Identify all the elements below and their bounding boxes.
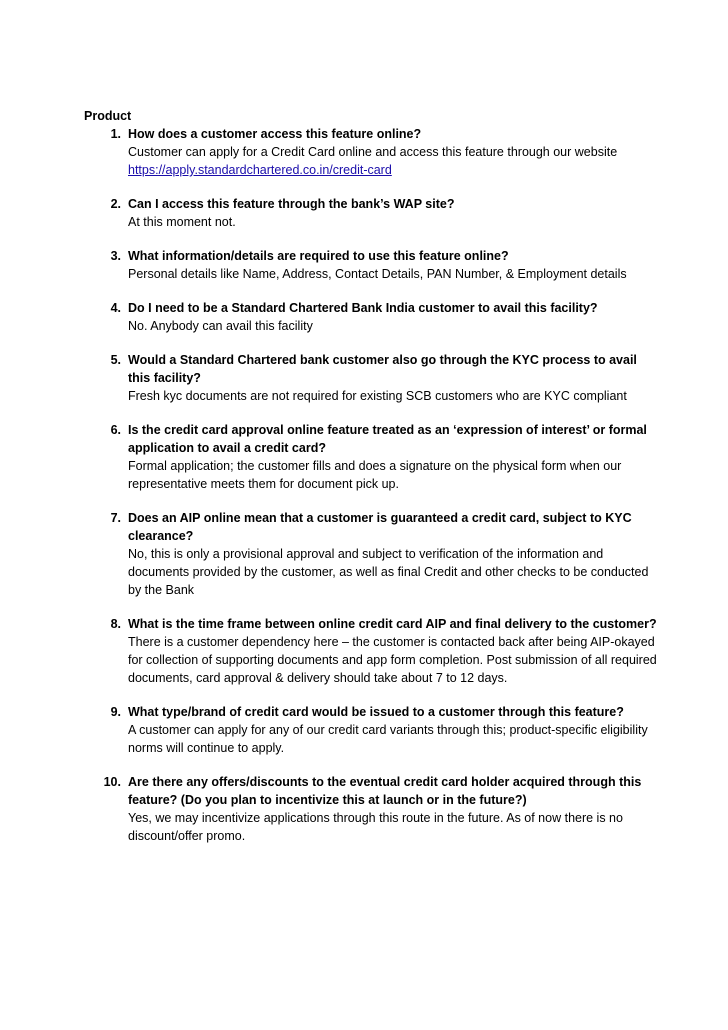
faq-item-6 [84, 421, 658, 493]
faq-answer: Yes, we may incentivize applications through this route in the future. As of now there is no discount/offer promo. [128, 811, 623, 843]
faq-question: Would a Standard Chartered bank customer also go through the KYC process to avail this facility? [128, 353, 637, 385]
section-title: Product [84, 109, 132, 123]
faq-question: Does an AIP online mean that a customer is guaranteed a credit card, subject to KYC clearance? [128, 511, 632, 543]
faq-question: Are there any offers/discounts to the eventual credit card holder acquired through this feature? (Do you plan to incentivize this at launch or in the future?) [128, 775, 642, 807]
faq-item-9 [84, 703, 658, 757]
faq-number: 4. [110, 301, 121, 315]
faq-question: How does a customer access this feature online? [128, 127, 422, 141]
faq-number: 9. [110, 705, 121, 719]
faq-number: 10. [103, 775, 121, 789]
faq-answer: Formal application; the customer fills and does a signature on the physical form when our representative meets them for document pick up. [128, 459, 622, 491]
faq-number: 7. [110, 511, 121, 525]
faq-answer: At this moment not. [128, 215, 236, 229]
faq-number: 6. [110, 423, 121, 437]
faq-item-3 [84, 247, 658, 283]
faq-number: 2. [110, 197, 121, 211]
faq-item-5 [84, 351, 658, 405]
faq-question: Is the credit card approval online feature treated as an ‘expression of interest’ or formal application to avail a credit card? [128, 423, 647, 455]
faq-item-7 [84, 509, 658, 599]
faq-answer: There is a customer dependency here – the customer is contacted back after being AIP-okayed for collection of supporting documents and app form completion. Post submission of all required documents, card approval & delivery should take about 7 to 12 days. [128, 635, 657, 685]
faq-answer: A customer can apply for any of our credit card variants through this; product-specific eligibility norms will continue to apply. [128, 723, 648, 755]
faq-answer: Personal details like Name, Address, Contact Details, PAN Number, & Employment details [128, 267, 627, 281]
faq-question: Can I access this feature through the bank’s WAP site? [128, 197, 455, 211]
faq-item-8 [84, 615, 658, 687]
credit-card-link[interactable]: https://apply.standardchartered.co.in/credit-card [128, 163, 392, 177]
faq-number: 3. [110, 249, 121, 263]
faq-item-1 [84, 125, 658, 179]
faq-item-10 [84, 773, 658, 845]
faq-question: Do I need to be a Standard Chartered Bank India customer to avail this facility? [128, 301, 598, 315]
faq-answer: Customer can apply for a Credit Card online and access this feature through our website [128, 145, 618, 159]
faq-question: What information/details are required to use this feature online? [128, 249, 509, 263]
faq-answer: Fresh kyc documents are not required for existing SCB customers who are KYC compliant [128, 389, 627, 403]
faq-item-2 [84, 195, 658, 231]
faq-question: What type/brand of credit card would be issued to a customer through this feature? [128, 705, 624, 719]
faq-number: 5. [110, 353, 121, 367]
faq-question: What is the time frame between online credit card AIP and final delivery to the customer? [128, 617, 657, 631]
faq-answer: No. Anybody can avail this facility [128, 319, 313, 333]
faq-answer: No, this is only a provisional approval and subject to verification of the information and documents provided by the customer, as well as final Credit and other checks to be conducted by the Bank [128, 547, 649, 597]
faq-list [84, 125, 658, 845]
faq-number: 1. [110, 127, 121, 141]
faq-item-4 [84, 299, 658, 335]
faq-number: 8. [110, 617, 121, 631]
